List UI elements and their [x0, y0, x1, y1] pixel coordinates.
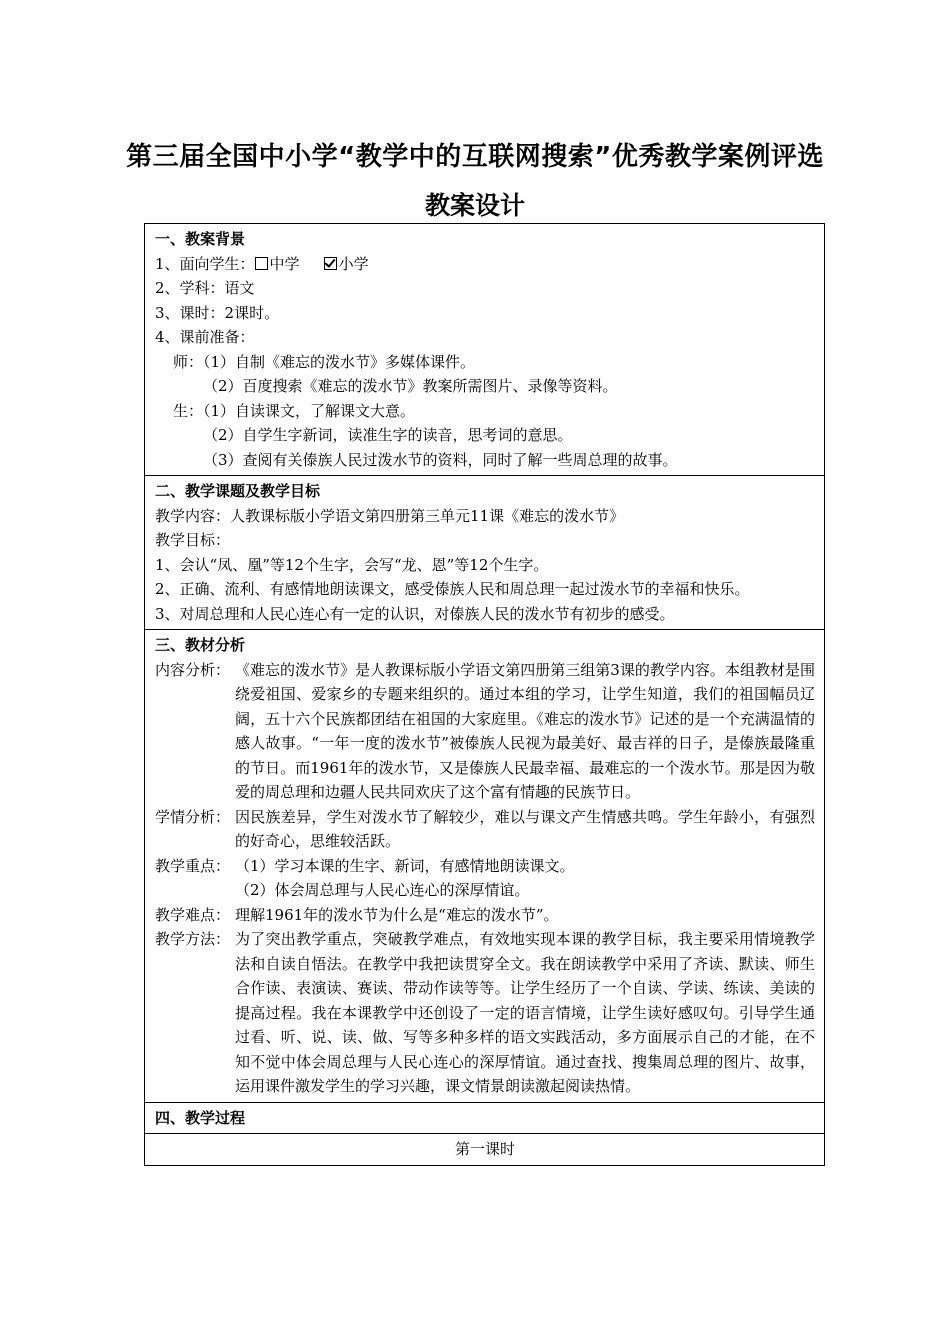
period-row — [145, 1134, 825, 1166]
primary-school-checkbox — [324, 257, 337, 270]
difficult-points — [155, 903, 815, 928]
hours-line: 3、课时：2课时。 — [155, 303, 280, 322]
teaching-method — [155, 927, 815, 1099]
section-title: 二、教学课题及教学目标 — [155, 482, 321, 500]
student-prep-3: （3）查阅有关傣族人民过泼水节的资料，同时了解一些周总理的故事。 — [203, 450, 678, 469]
section-background — [145, 224, 825, 476]
document-title: 第三届全国中小学“教学中的互联网搜索”优秀教学案例评选 — [126, 142, 824, 172]
primary-school-label: 小学 — [338, 254, 369, 273]
difficult-points-label: 教学难点： — [155, 905, 231, 924]
lesson-plan-table — [144, 223, 825, 1166]
content-analysis — [155, 658, 815, 805]
key-points-label: 教学重点： — [155, 856, 231, 875]
section-process — [145, 1102, 825, 1134]
goals-label: 教学目标： — [155, 531, 231, 549]
students-label: 1、面向学生： — [155, 254, 255, 273]
section-title: 一、教案背景 — [155, 230, 246, 248]
student-prep-2: （2）自学生字新词，读准生字的读音，思考词的意思。 — [203, 426, 573, 444]
goal-item: 2、正确、流利、有感情地朗读课文，感受傣族人民和周总理一起过泼水节的幸福和快乐。 — [155, 580, 750, 598]
teaching-content: 教学内容：人教课标版小学语文第四册第三单元11课《难忘的泼水节》 — [155, 506, 625, 525]
teaching-method-label: 教学方法： — [155, 930, 231, 948]
section-objectives — [145, 476, 825, 630]
key-point-item: （2）体会周总理与人民心连心的深厚情谊。 — [235, 881, 530, 899]
teacher-prep-2: （2）百度搜索《难忘的泼水节》教案所需图片、录像等资料。 — [203, 377, 618, 395]
middle-school-checkbox — [255, 257, 268, 270]
learner-analysis — [155, 805, 815, 854]
difficult-points-text: 理解1961年的泼水节为什么是“难忘的泼水节”。 — [235, 905, 559, 924]
subject-line: 2、学科：语文 — [155, 279, 255, 297]
key-points — [155, 854, 815, 903]
target-students-line — [155, 252, 815, 277]
middle-school-label: 中学 — [269, 254, 300, 273]
teaching-method-text: 为了突出教学重点，突破教学难点，有效地实现本课的教学目标，我主要采用情境教学法和自读自悟法。在教学中我把读贯穿全文。我在朗读教学中采用了齐读、默读、师生合作读、表演读、赛读、带动作读等等。让学生经历了一个自读、学读、练读、美读的提高过程。我在本课教学中还创设了一定的语言情境，让学生读好感叹句。引导学生通过看、听、说、读、做、写等多种多样的语文实践活动，多方面展示自己的才能，在不知不觉中体会周总理与人民心连心的深厚情谊。通过查找、搜集周总理的图片、故事，运用课件激发学生的学习兴趣，课文情景朗读激起阅读热情。 — [235, 930, 815, 1095]
key-point-item: （1）学习本课的生字、新词，有感情地朗读课文。 — [235, 856, 575, 875]
period-label: 第一课时 — [145, 1134, 825, 1166]
option-middle-school — [255, 255, 300, 273]
content-analysis-text: 《难忘的泼水节》是人教课标版小学语文第四册第三组第3课的教学内容。本组教材是围绕爱祖国、爱家乡的专题来组织的。通过本组的学习，让学生知道，我们的祖国幅员辽阔，五十六个民族都团结在祖国的大家庭里。《难忘的泼水节》记述的是一个充满温情的感人故事。“一年一度的泼水节”被傣族人民视为最美好、最吉祥的日子，是傣族最隆重的节日。而1961年的泼水节，又是傣族人民最幸福、最难忘的一个泼水节。那是因为敬爱的周总理和边疆人民共同欢庆了这个富有情趣的民族节日。 — [235, 660, 815, 801]
section-title: 三、教材分析 — [155, 636, 246, 654]
preparation-line: 4、课前准备： — [155, 328, 255, 346]
student-prep-1: 生：（1）自读课文，了解课文大意。 — [173, 401, 416, 420]
option-primary-school — [324, 255, 369, 273]
section-analysis — [145, 630, 825, 1103]
goal-item: 1、会认“凤、凰”等12个生字，会写“龙、恩”等12个生字。 — [155, 555, 549, 574]
teacher-prep-1: 师：（1）自制《难忘的泼水节》多媒体课件。 — [173, 352, 476, 371]
learner-analysis-text: 因民族差异，学生对泼水节了解较少，难以与课文产生情感共鸣。学生年龄小，有强烈的好奇心，思维较活跃。 — [235, 807, 815, 850]
goal-item: 3、对周总理和人民心连心有一定的认识，对傣族人民的泼水节有初步的感受。 — [155, 604, 675, 623]
learner-analysis-label: 学情分析： — [155, 807, 231, 826]
document-subtitle: 教案设计 — [424, 191, 525, 220]
section-title: 四、教学过程 — [155, 1108, 246, 1127]
content-analysis-label: 内容分析： — [155, 660, 231, 679]
